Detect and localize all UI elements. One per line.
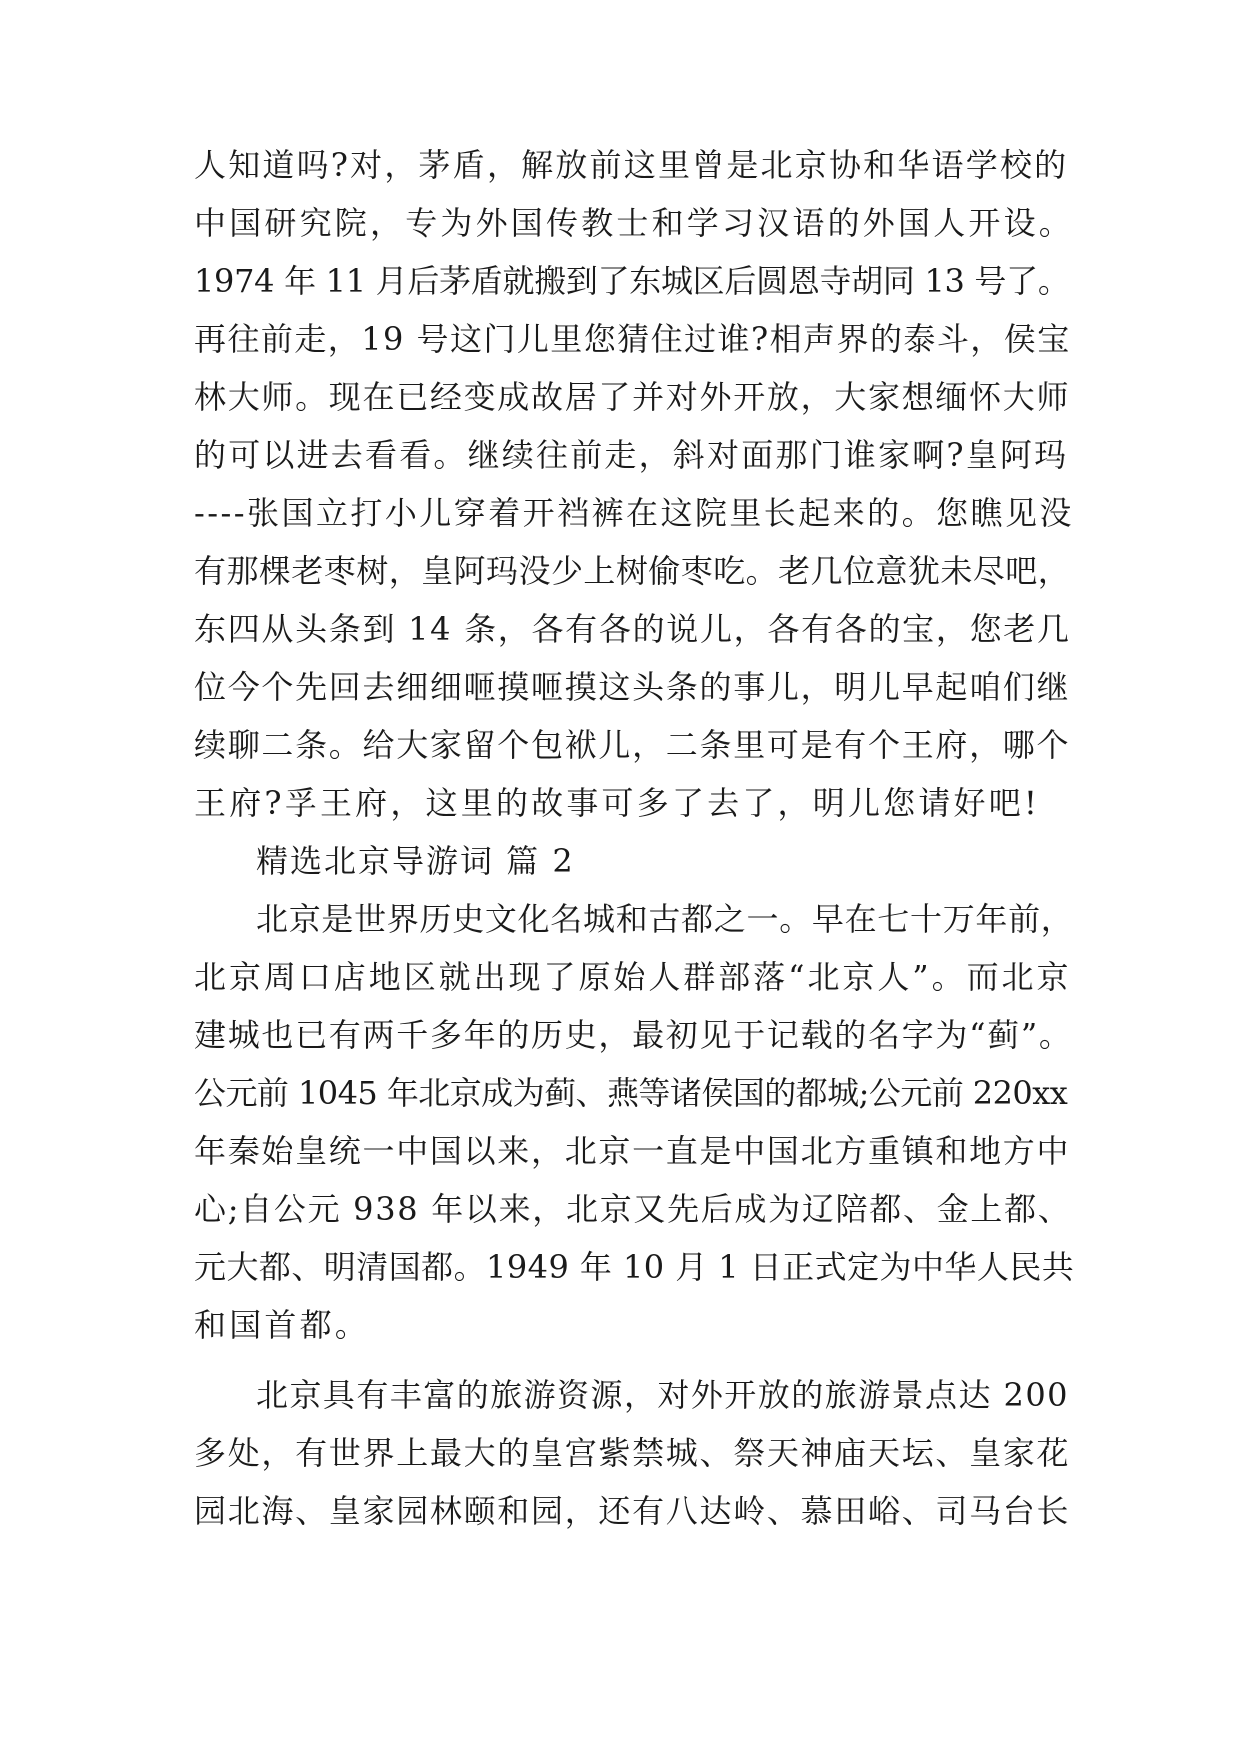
text-line: 林大师。现在已经变成故居了并对外开放，大家想缅怀大师	[194, 378, 1071, 416]
text-line: 公元前 1045 年北京成为蓟、燕等诸侯国的都城;公元前 220xx	[194, 1074, 1068, 1112]
text-line: 东四从头条到 14 条，各有各的说儿，各有各的宝，您老几	[194, 610, 1071, 648]
text-line: 心;自公元 938 年以来，北京又先后成为辽陪都、金上都、	[194, 1190, 1072, 1228]
text-line: 中国研究院，专为外国传教士和学习汉语的外国人开设。	[194, 204, 1075, 242]
text-line: 多处，有世界上最大的皇宫紫禁城、祭天神庙天坛、皇家花	[194, 1434, 1071, 1472]
text-line: 园北海、皇家园林颐和园，还有八达岭、慕田峪、司马台长	[194, 1492, 1071, 1530]
text-line: 人知道吗?对，茅盾，解放前这里曾是北京协和华语学校的	[194, 146, 1069, 184]
text-line: 的可以进去看看。继续往前走，斜对面那门谁家啊?皇阿玛	[194, 436, 1069, 474]
text-line: 建城也已有两千多年的历史，最初见于记载的名字为“蓟”。	[194, 1016, 1073, 1054]
text-line: 北京是世界历史文化名城和古都之一。早在七十万年前，	[256, 900, 1074, 938]
text-line: 年秦始皇统一中国以来，北京一直是中国北方重镇和地方中	[194, 1132, 1071, 1170]
text-line: 有那棵老枣树，皇阿玛没少上树偷枣吃。老几位意犹未尽吧，	[194, 552, 1071, 590]
text-line: 王府?孚王府，这里的故事可多了去了，明儿您请好吧!	[194, 784, 1041, 822]
text-line: 再往前走，19 号这门儿里您猜住过谁?相声界的泰斗，侯宝	[194, 320, 1071, 358]
text-line: ----张国立打小儿穿着开裆裤在这院里长起来的。您瞧见没	[194, 494, 1074, 532]
text-line: 续聊二条。给大家留个包袱儿，二条里可是有个王府，哪个	[194, 726, 1071, 764]
text-line: 北京周口店地区就出现了原始人群部落“北京人”。而北京	[194, 958, 1072, 996]
section-heading: 精选北京导游词 篇 2	[256, 842, 575, 880]
text-line: 和国首都。	[194, 1306, 371, 1344]
text-line: 1974 年 11 月后茅盾就搬到了东城区后圆恩寺胡同 13 号了。	[194, 262, 1070, 300]
text-line: 元大都、明清国都。1949 年 10 月 1 日正式定为中华人民共	[194, 1248, 1075, 1286]
text-line: 北京具有丰富的旅游资源，对外开放的旅游景点达 200	[256, 1376, 1069, 1414]
text-line: 位今个先回去细细咂摸咂摸这头条的事儿，明儿早起咱们继	[194, 668, 1071, 706]
